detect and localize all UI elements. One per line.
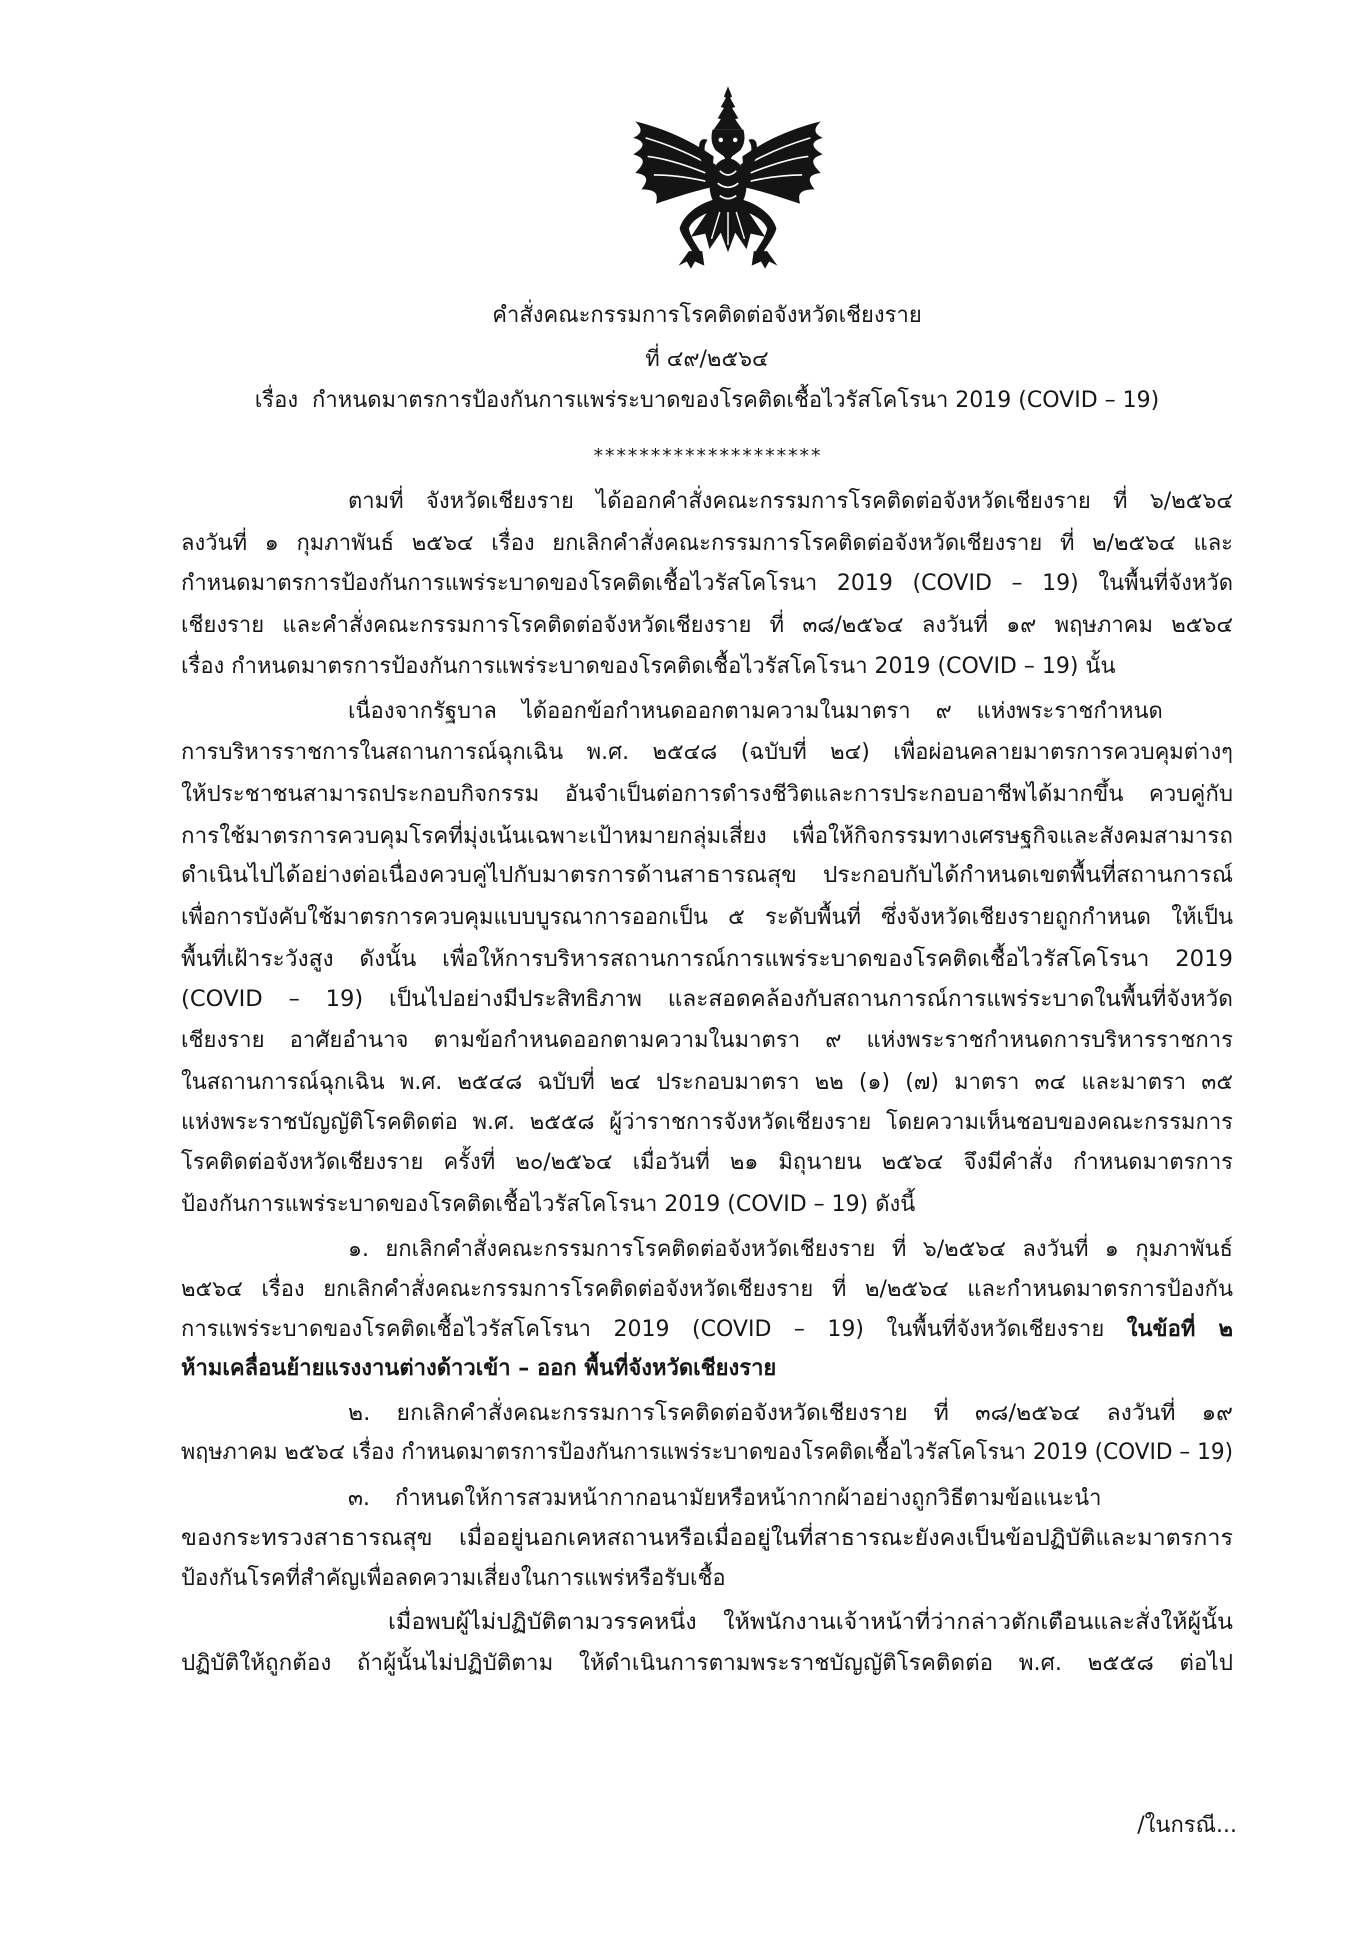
clause-1-line: [181, 1309, 1233, 1350]
clause-3-line: [348, 1478, 1233, 1519]
order-subject-text: เรื่อง กำหนดมาตรการป้องกันการแพร่ระบาดของโรคติดเชื้อไวรัสโคโรนา 2019 (COVID – 19): [254, 388, 1160, 413]
clause-1-line: [348, 1229, 1233, 1270]
clause-1-line: [181, 1269, 1233, 1310]
reasons-line: [181, 1184, 1233, 1225]
enforcement-line-text: เมื่อพบผู้ไม่ปฏิบัติตามวรรคหนึ่ง ให้พนักงานเจ้าหน้าที่ว่ากล่าวตักเตือนและสั่งให้ผู้นั้น: [388, 1610, 1233, 1635]
reasons-line-text: ป้องกันการแพร่ระบาดของโรคติดเชื้อไวรัสโคโรนา 2019 (COVID – 19) ดังนี้: [181, 1192, 916, 1217]
reasons-line: [181, 1062, 1233, 1103]
clause-3-line: [181, 1558, 1233, 1599]
reasons-line-text: แห่งพระราชบัญญัติโรคติดต่อ พ.ศ. ๒๕๕๘ ผู้ว่าราชการจังหวัดเชียงราย โดยความเห็นชอบของคณะกรรมการ: [181, 1110, 1233, 1135]
clause-2-line: [181, 1432, 1233, 1473]
reasons-line: [181, 897, 1233, 938]
reasons-line-text: พื้นที่เฝ้าระวังสูง ดังนั้น เพื่อให้การบริหารสถานการณ์การแพร่ระบาดของโรคติดเชื้อไวรัสโคโรนา 2019: [181, 947, 1233, 972]
page-continuation: [181, 1805, 1237, 1846]
reasons-line: [348, 691, 1233, 732]
clause-1-line-text: ๒๕๖๔ เรื่อง ยกเลิกคำสั่งคณะกรรมการโรคติดต่อจังหวัดเชียงราย ที่ ๒/๒๕๖๔ และกำหนดมาตรการป้องกัน: [181, 1277, 1233, 1302]
order-title-text: คำสั่งคณะกรรมการโรคติดต่อจังหวัดเชียงราย: [492, 303, 922, 328]
reasons-line: [181, 979, 1233, 1020]
preamble-line: [181, 563, 1233, 604]
garuda-crown: [714, 86, 743, 129]
reasons-line-text: การบริหารราชการในสถานการณ์ฉุกเฉิน พ.ศ. ๒๕๔๘ (ฉบับที่ ๒๔) เพื่อผ่อนคลายมาตรการควบคุมต่างๆ: [181, 740, 1233, 765]
preamble-line: [181, 646, 1233, 687]
clause-3-line-text: ของกระทรวงสาธารณสุข เมื่ออยู่นอกเคหสถานหรือเมื่ออยู่ในที่สาธารณะยังคงเป็นข้อปฏิบัติและมาตรการ: [181, 1526, 1233, 1551]
reasons-line: [181, 855, 1233, 896]
preamble-line-text: เรื่อง กำหนดมาตรการป้องกันการแพร่ระบาดของโรคติดเชื้อไวรัสโคโรนา 2019 (COVID – 19) นั้น: [181, 654, 1116, 679]
garuda-emblem: [625, 84, 831, 270]
clause-2-line-text: พฤษภาคม ๒๕๖๔ เรื่อง กำหนดมาตรการป้องกันการแพร่ระบาดของโรคติดเชื้อไวรัสโคโรนา 2019 (COVID – 19): [181, 1440, 1233, 1465]
garuda-right-side: [738, 121, 822, 268]
reasons-line: [181, 816, 1233, 857]
clause-1-emphasis: ในข้อที่ ๒: [1126, 1317, 1233, 1342]
reasons-line: [181, 1020, 1233, 1061]
reasons-line-text: โรคติดต่อจังหวัดเชียงราย ครั้งที่ ๒๐/๒๕๖๔ เมื่อวันที่ ๒๑ มิถุนายน ๒๕๖๔ จึงมีคำสั่ง กำหนดมาตรการ: [181, 1150, 1233, 1175]
separator-text: ********************: [592, 445, 822, 467]
preamble-line: [181, 523, 1233, 564]
clause-1-line-wrap: [181, 1309, 1233, 1350]
order-number-text: ที่ ๔๙/๒๕๖๔: [645, 347, 769, 372]
reasons-line-text: (COVID – 19) เป็นไปอย่างมีประสิทธิภาพ และสอดคล้องกับสถานการณ์การแพร่ระบาดในพื้นที่จังหวัด: [181, 987, 1233, 1012]
separator-stars: [181, 436, 1233, 477]
reasons-line-text: การใช้มาตรการควบคุมโรคที่มุ่งเน้นเฉพาะเป้าหมายกลุ่มเสี่ยง เพื่อให้กิจกรรมทางเศรษฐกิจและสังคมสามารถ: [181, 824, 1233, 849]
preamble-line-text: ตามที่ จังหวัดเชียงราย ได้ออกคำสั่งคณะกรรมการโรคติดต่อจังหวัดเชียงราย ที่ ๖/๒๕๖๔: [348, 489, 1233, 514]
order-title: [181, 295, 1233, 336]
preamble-line: [181, 605, 1233, 646]
clause-3-line: [181, 1518, 1233, 1559]
reasons-line: [181, 1102, 1233, 1143]
reasons-line: [181, 939, 1233, 980]
reasons-line-text: เชียงราย อาศัยอำนาจ ตามข้อกำหนดออกตามความในมาตรา ๙ แห่งพระราชกำหนดการบริหารราชการ: [181, 1028, 1233, 1053]
reasons-line-text: เพื่อการบังคับใช้มาตรการควบคุมแบบบูรณาการออกเป็น ๕ ระดับพื้นที่ ซึ่งจังหวัดเชียงรายถูกกำหนด ให้เป็น: [181, 905, 1233, 930]
clause-1-line-text: ๑. ยกเลิกคำสั่งคณะกรรมการโรคติดต่อจังหวัดเชียงราย ที่ ๖/๒๕๖๔ ลงวันที่ ๑ กุมภาพันธ์: [348, 1237, 1233, 1262]
clause-1-line-text: การแพร่ระบาดของโรคติดเชื้อไวรัสโคโรนา 2019 (COVID – 19) ในพื้นที่จังหวัดเชียงราย: [181, 1317, 1105, 1342]
preamble-line-text: ลงวันที่ ๑ กุมภาพันธ์ ๒๕๖๔ เรื่อง ยกเลิกคำสั่งคณะกรรมการโรคติดต่อจังหวัดเชียงราย ที่ ๒/๒๕๖๔ และ: [181, 531, 1233, 556]
clause-3-line-text: ๓. กำหนดให้การสวมหน้ากากอนามัยหรือหน้ากากผ้าอย่างถูกวิธีตามข้อแนะนำ: [348, 1486, 1102, 1511]
reasons-line: [181, 1142, 1233, 1183]
reasons-line: [181, 774, 1233, 815]
reasons-line: [181, 732, 1233, 773]
enforcement-line: [181, 1643, 1233, 1684]
page-continuation-text: /ในกรณี...: [1137, 1813, 1237, 1838]
clause-1-line: [181, 1348, 1233, 1389]
order-number: [181, 339, 1233, 380]
order-subject: [181, 380, 1233, 421]
reasons-line-text: ดำเนินไปได้อย่างต่อเนื่องควบคู่ไปกับมาตรการด้านสาธารณสุข ประกอบกับได้กำหนดเขตพื้นที่สถานการณ์: [181, 863, 1233, 888]
reasons-line-text: เนื่องจากรัฐบาล ได้ออกข้อกำหนดออกตามความในมาตรา ๙ แห่งพระราชกำหนด: [348, 699, 1163, 724]
reasons-line-text: ให้ประชาชนสามารถประกอบกิจกรรม อันจำเป็นต่อการดำรงชีวิตและการประกอบอาชีพได้มากขึ้น ควบคู่กับ: [181, 782, 1233, 807]
enforcement-line-text: ปฏิบัติให้ถูกต้อง ถ้าผู้นั้นไม่ปฏิบัติตาม ให้ดำเนินการตามพระราชบัญญัติโรคติดต่อ พ.ศ. ๒๕๕๘ ต่อไป: [181, 1651, 1233, 1676]
preamble-line-text: กำหนดมาตรการป้องกันการแพร่ระบาดของโรคติดเชื้อไวรัสโคโรนา 2019 (COVID – 19) ในพื้นที่จังหวัด: [181, 571, 1233, 596]
clause-2-line-text: ๒. ยกเลิกคำสั่งคณะกรรมการโรคติดต่อจังหวัดเชียงราย ที่ ๓๘/๒๕๖๔ ลงวันที่ ๑๙: [348, 1401, 1233, 1426]
reasons-line-text: ในสถานการณ์ฉุกเฉิน พ.ศ. ๒๕๔๘ ฉบับที่ ๒๔ ประกอบมาตรา ๒๒ (๑) (๗) มาตรา ๓๔ และมาตรา ๓๕: [181, 1070, 1233, 1095]
garuda-left-side: [633, 121, 717, 268]
clause-1-bold-line-text: ห้ามเคลื่อนย้ายแรงงานต่างด้าวเข้า – ออก พื้นที่จังหวัดเชียงราย: [181, 1356, 777, 1381]
enforcement-line: [388, 1602, 1233, 1643]
clause-3-line-text: ป้องกันโรคที่สำคัญเพื่อลดความเสี่ยงในการแพร่หรือรับเชื้อ: [181, 1566, 726, 1591]
preamble-line: [348, 481, 1233, 522]
clause-2-line: [348, 1393, 1233, 1434]
preamble-line-text: เชียงราย และคำสั่งคณะกรรมการโรคติดต่อจังหวัดเชียงราย ที่ ๓๘/๒๕๖๔ ลงวันที่ ๑๙ พฤษภาคม ๒๕๖๔: [181, 613, 1233, 638]
